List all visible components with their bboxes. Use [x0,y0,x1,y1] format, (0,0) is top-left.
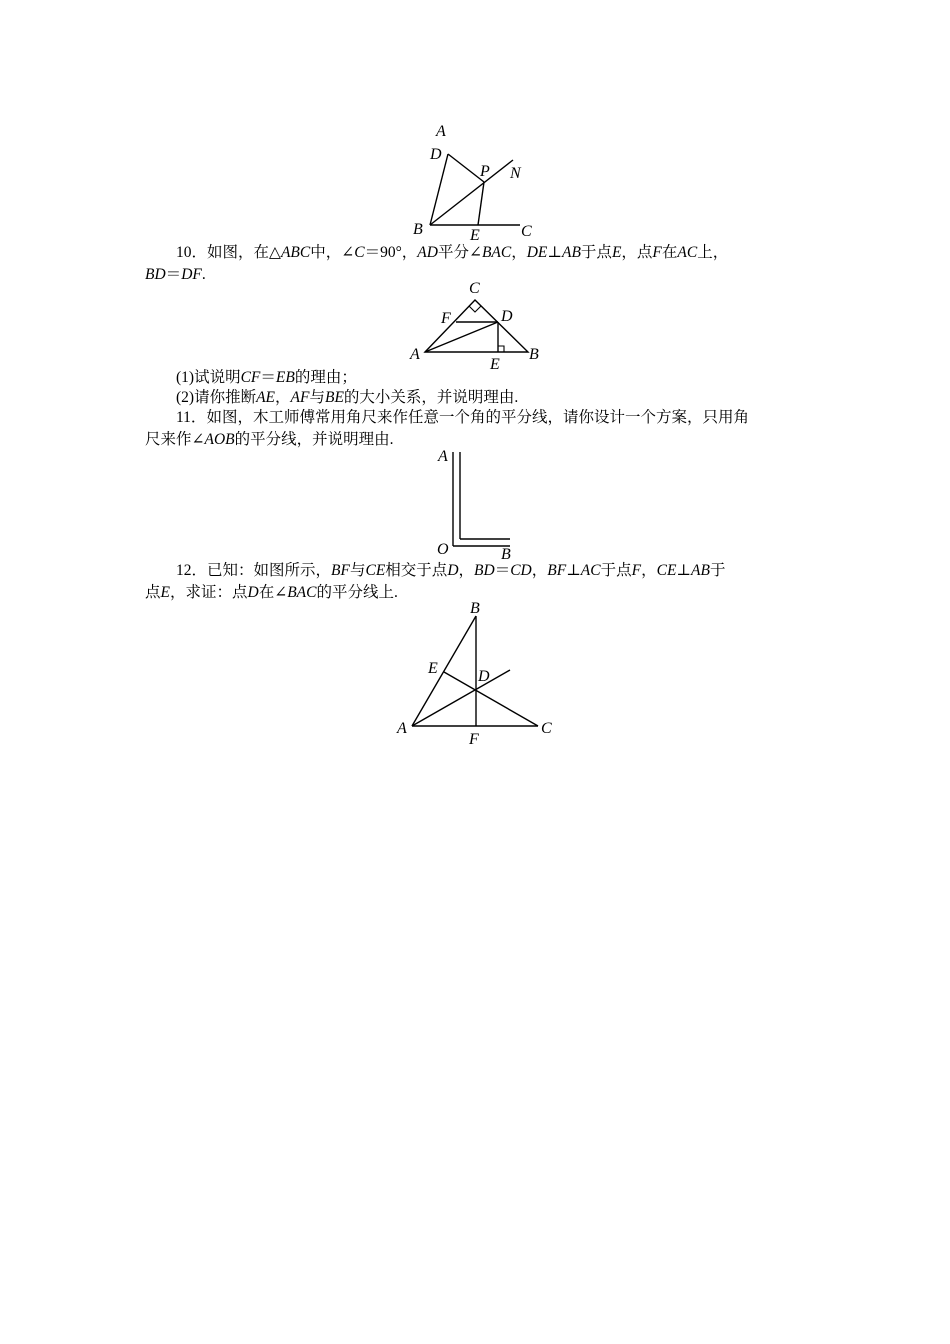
right-angle-c [469,306,481,312]
label-n: N [510,165,521,182]
label-o: O [437,541,449,558]
label-b: B [529,346,539,363]
q10-part2: (2)请你推断AE，AF与BE的大小关系，并说明理由. [176,389,519,406]
line-dp [448,154,484,182]
q11-figure-carpenter-square [430,444,530,564]
label-e: E [428,660,438,677]
label-b: B [413,221,423,238]
q12-line2: 点E，求证：点D在∠BAC的平分线上. [145,584,398,601]
label-b: B [470,600,480,617]
label-f: F [441,310,451,327]
q12-figure-svg [390,596,565,751]
q11-line2: 尺来作∠AOB的平分线，并说明理由. [145,431,394,448]
label-p: P [480,163,490,180]
q10-line2: BD＝DF. [145,266,206,283]
q11-line1: 11．如图，木工师傅常用角尺来作任意一个角的平分线，请你设计一个方案，只用角 [176,409,749,426]
q10-part1: (1)试说明CF＝EB的理由； [176,369,357,386]
label-c: C [541,720,552,737]
q12-figure [390,596,565,751]
label-c: C [469,280,480,297]
q12-line1: 12．已知：如图所示，BF与CE相交于点D，BD＝CD，BF⊥AC于点F，CE⊥AB于 [176,562,726,579]
label-e: E [490,356,500,373]
line-bn [430,160,513,225]
label-f: F [469,731,479,748]
q10-figure-svg [405,278,550,373]
label-b: B [501,546,511,563]
label-d: D [430,146,442,163]
q11-figure-svg [430,444,530,564]
label-d: D [501,308,513,325]
label-a: A [436,123,446,140]
q10-line1: 10．如图，在△ABC中，∠C＝90°，AD平分∠BAC，DE⊥AB于点E，点F在AC上， [176,244,729,261]
right-angle-e [498,346,504,352]
line-ba [430,154,448,225]
line-pe [478,182,484,225]
q11-number: 11． [176,409,207,426]
line-ad [425,322,498,352]
figure-angle-bisector [400,118,550,243]
q10-number: 10． [176,244,208,261]
label-a: A [438,448,448,465]
q12-number: 12． [176,562,208,579]
q10-figure [405,278,550,373]
figure-angle-bisector-svg [400,118,550,243]
label-d: D [478,668,490,685]
label-a: A [397,720,407,737]
label-e: E [470,227,480,244]
label-c: C [521,223,532,240]
line-ab [412,616,476,726]
label-a: A [410,346,420,363]
line-ad-bisector [412,670,510,726]
